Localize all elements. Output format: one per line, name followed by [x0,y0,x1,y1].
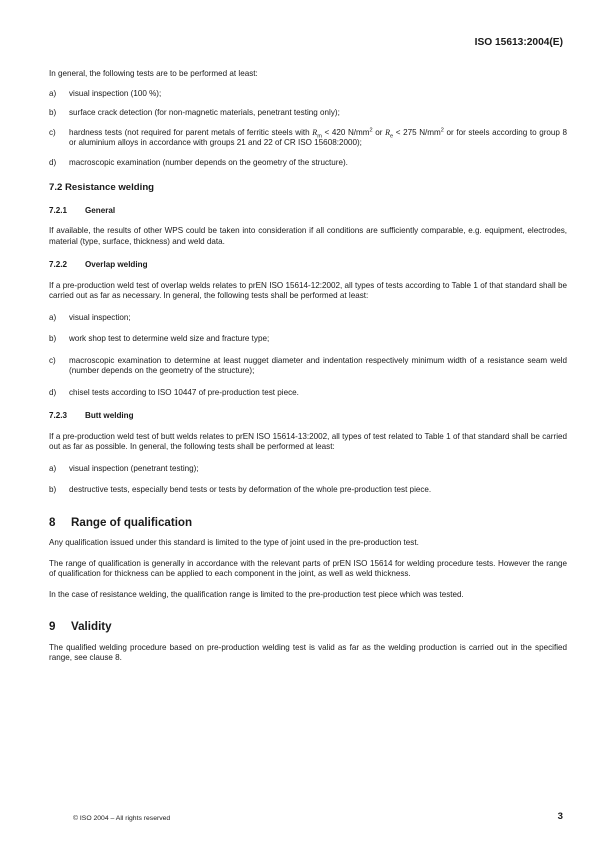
paragraph: In the case of resistance welding, the qualification range is limited to the pre-production test piece which was tested. [49,589,464,599]
list-item: a) visual inspection (penetrant testing); [49,463,199,473]
subsection-heading-7-2-3: 7.2.3 Butt welding [49,411,134,420]
intro-paragraph: In general, the following tests are to be performed at least: [49,69,258,78]
list-item: c) macroscopic examination to determine at least nugget diameter and indentation respectively minimum width of a resistance seam weld (number depends on the geometry of the structure); [49,355,567,375]
paragraph: If available, the results of other WPS could be taken into consideration if all conditions are sufficiently comparable, e.g. equipment, electrodes, material (type, surface, thickness) and weld data. [49,226,567,246]
list-item: b) destructive tests, especially bend tests or tests by deformation of the whole pre-production test piece. [49,485,432,494]
list-item: b) work shop test to determine weld size and fracture type; [49,334,270,343]
paragraph: The qualified welding procedure based on pre-production welding test is valid as far as the welding production is carried out in the specified range, see clause 8. [49,642,567,662]
paragraph: If a pre-production weld test of overlap welds relates to prEN ISO 15614-12:2002, all types of tests according to Table 1 of that standard shall be carried out as far as necessary. In general, the following tests shall be performed at least: [49,280,567,300]
list-item: a) visual inspection; [49,312,131,322]
paragraph: If a pre-production weld test of butt welds relates to prEN ISO 15614-13:2002, all types of test related to Table 1 of that standard shall be carried out as far as possible. In general, the following tests shall be performed at least: [49,431,567,451]
subsection-heading-7-2-1: 7.2.1 General [49,205,116,215]
page-body [49,69,567,664]
paragraph: Any qualification issued under this standard is limited to the type of joint used in the pre-production test. [49,538,419,547]
document-id-header: ISO 15613:2004(E) [474,37,563,48]
paragraph: The range of qualification is generally in accordance with the relevant parts of prEN ISO 15614 for welding procedure tests. However the range of qualification for thickness can be applied to each component in the joint, as well as weld thickness. [49,558,567,578]
list-item: d) macroscopic examination (number depends on the geometry of the structure). [49,157,348,167]
list-item: a) visual inspection (100 %); [49,88,162,98]
page-number: 3 [557,811,563,822]
copyright-notice: © ISO 2004 – All rights reserved [73,815,171,822]
list-item-hardness: c) hardness tests (not required for parent metals of ferritic steels with $R_m < 420$ $N/mm^2$ or $R_e < 275$ $N/mm^2$ or for steels according to group 8 or aluminium alloys in accordance with groups 21 and 22 of CR ISO 15608:2000); [49,126,568,147]
list-item: d) chisel tests according to ISO 10447 of pre-production test piece. [49,387,299,397]
section-heading-9: 9 Validity [49,620,112,633]
subsection-heading-7-2-2: 7.2.2 Overlap welding [49,260,148,269]
list-item: b) surface crack detection (for non-magnetic materials, penetrant testing only); [49,108,340,117]
section-heading-7-2: 7.2 Resistance welding [49,182,155,193]
section-heading-8: 8 Range of qualification [49,515,193,529]
